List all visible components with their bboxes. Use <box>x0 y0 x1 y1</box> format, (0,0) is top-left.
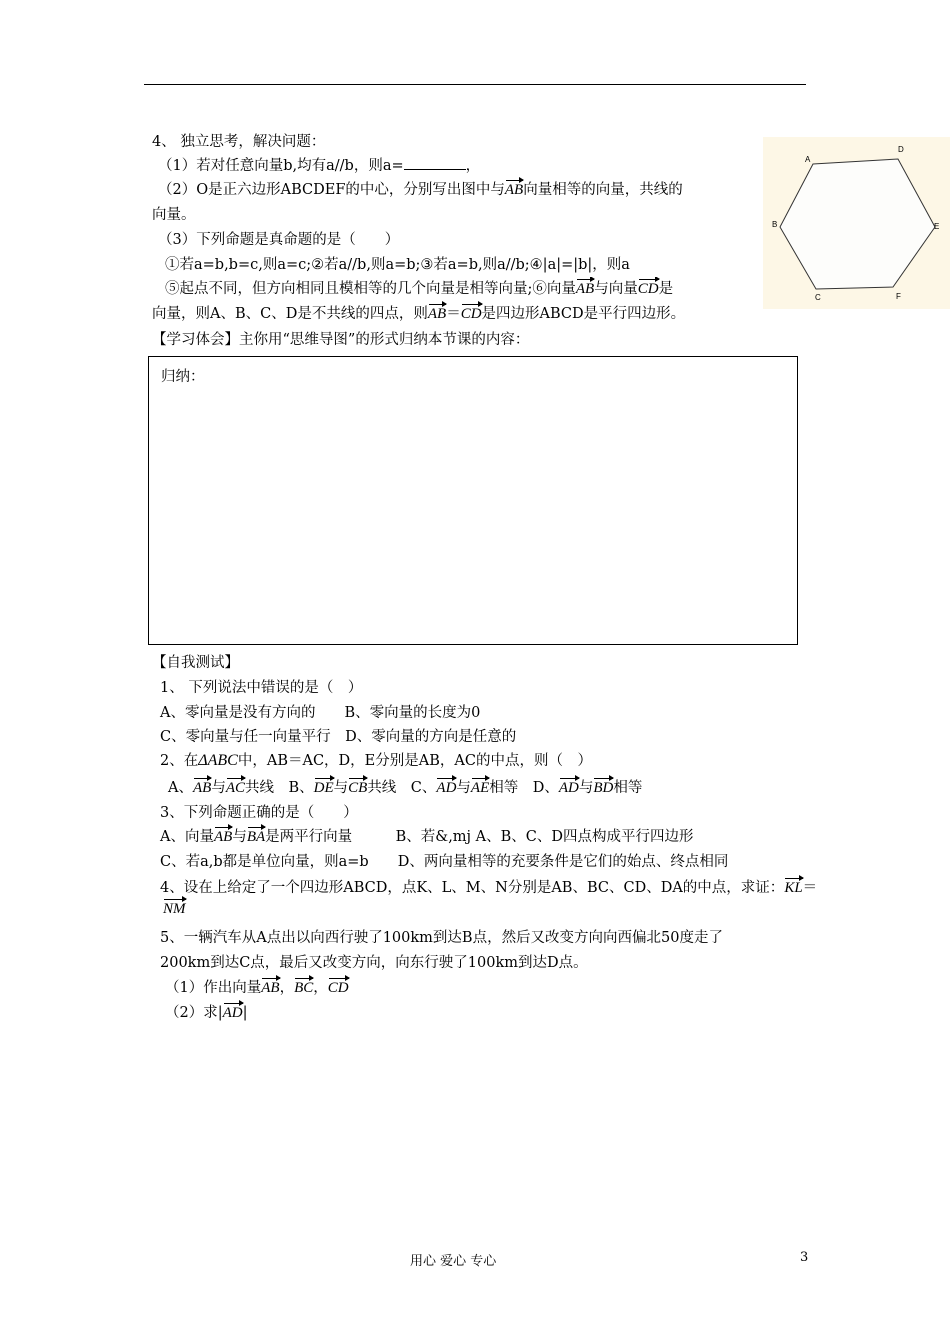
vector-CB: CB <box>348 780 368 796</box>
vector-CD: CD <box>327 980 349 996</box>
test-title: 【自我测试】 <box>152 655 239 671</box>
test-q1-options-ab: A、零向量是没有方向的 B、零向量的长度为0 <box>160 705 481 721</box>
label-E: E <box>934 222 940 231</box>
vector-AB: AB <box>575 281 595 297</box>
q4-part2-cont: 向量。 <box>152 207 196 223</box>
vector-BD: BD <box>593 780 614 796</box>
test-q1-options-cd: C、零向量与任一向量平行 D、零向量的方向是任意的 <box>160 729 517 745</box>
test-q4-cont <box>163 901 186 918</box>
vector-AB: AB <box>213 829 233 845</box>
vector-AB: AB <box>192 780 212 796</box>
test-q5-part2: （2）求|AD| <box>165 1005 248 1021</box>
test-q3-options-cd: C、若a,b都是单位向量，则a=b D、两向量相等的充要条件是它们的始点、终点相同 <box>160 854 729 870</box>
vector-KL: KL <box>784 880 803 896</box>
q4-options-line3: 向量，则A、B、C、D是不共线的四点，则AB＝CD是四边形ABCD是平行四边形。 <box>152 306 686 322</box>
q4-options-line2: ⑤起点不同，但方向相同且模相等的几个向量是相等向量;⑥向量AB与向量CD是 <box>165 281 674 297</box>
vector-AB: AB <box>504 182 524 198</box>
page-number: 3 <box>800 1250 809 1265</box>
vector-AD: AD <box>222 1005 243 1021</box>
answer-blank[interactable] <box>404 157 466 170</box>
test-q5-cont: 200km到达C点，最后又改变方向，向东行驶了100km到达D点。 <box>160 955 588 971</box>
q4-part2: （2）O是正六边形ABCDEF的中心，分别写出图中与AB向量相等的向量，共线的 <box>158 182 683 198</box>
summary-label: 归纳： <box>161 369 205 385</box>
test-q3: 3、下列命题正确的是（ ） <box>160 805 358 821</box>
test-q2: 2、在ΔABC中，AB＝AC，D，E分别是AB，AC的中点，则（ ） <box>160 752 592 769</box>
test-q2-options: A、AB与AC共线 B、DE与CB共线 C、AD与AE相等 D、AD与BD相等 <box>168 780 643 796</box>
vector-NM: NM <box>163 901 186 917</box>
vector-AB: AB <box>427 306 447 322</box>
label-F: F <box>896 292 901 301</box>
label-A: A <box>805 155 811 164</box>
vector-AE: AE <box>470 780 490 796</box>
vector-AD: AD <box>558 780 579 796</box>
summary-box[interactable] <box>148 356 798 645</box>
test-q3-options-ab: A、向量AB与BA是两平行向量 B、若&,mj A、B、C、D四点构成平行四边形 <box>160 829 694 845</box>
hexagon-figure <box>763 137 950 309</box>
q4-part1: （1）若对任意向量b,均有a//b，则a= ， <box>158 158 481 174</box>
test-q5-part1: （1）作出向量AB，BC，CD <box>165 980 349 996</box>
label-D: D <box>898 145 904 154</box>
label-C: C <box>815 293 821 302</box>
vector-AD: AD <box>436 780 457 796</box>
vector-BC: BC <box>294 980 314 996</box>
test-q4: 4、设在上给定了一个四边形ABCD，点K、L、M、N分别是AB、BC、CD、DA的中点，求证：KL＝ <box>160 880 818 896</box>
test-q5: 5、一辆汽车从A点出以向西行驶了100km到达B点，然后又改变方向向西偏北50度走了 <box>160 930 724 946</box>
study-title: 【学习体会】主你用“思维导图”的形式归纳本节课的内容： <box>152 332 530 348</box>
vector-AB: AB <box>261 980 280 996</box>
vector-CD: CD <box>460 306 482 322</box>
label-B: B <box>772 220 778 229</box>
q4-heading: 4、 独立思考，解决问题： <box>152 134 326 150</box>
vector-AC: AC <box>225 780 245 796</box>
vector-BA: BA <box>246 829 266 845</box>
footer-text: 用心 爱心 专心 <box>410 1254 497 1269</box>
vector-CD: CD <box>637 281 659 297</box>
test-q1: 1、 下列说法中错误的是（ ） <box>160 680 363 696</box>
header-rule <box>144 84 806 85</box>
hexagon-diagram <box>763 137 950 309</box>
q4-part3: （3）下列命题是真命题的是（ ） <box>158 232 400 248</box>
q4-options-line1: ①若a=b,b=c,则a=c;②若a//b,则a=b;③若a=b,则a//b;④|a|=|b|，则a <box>165 257 630 273</box>
vector-DE: DE <box>313 780 334 796</box>
